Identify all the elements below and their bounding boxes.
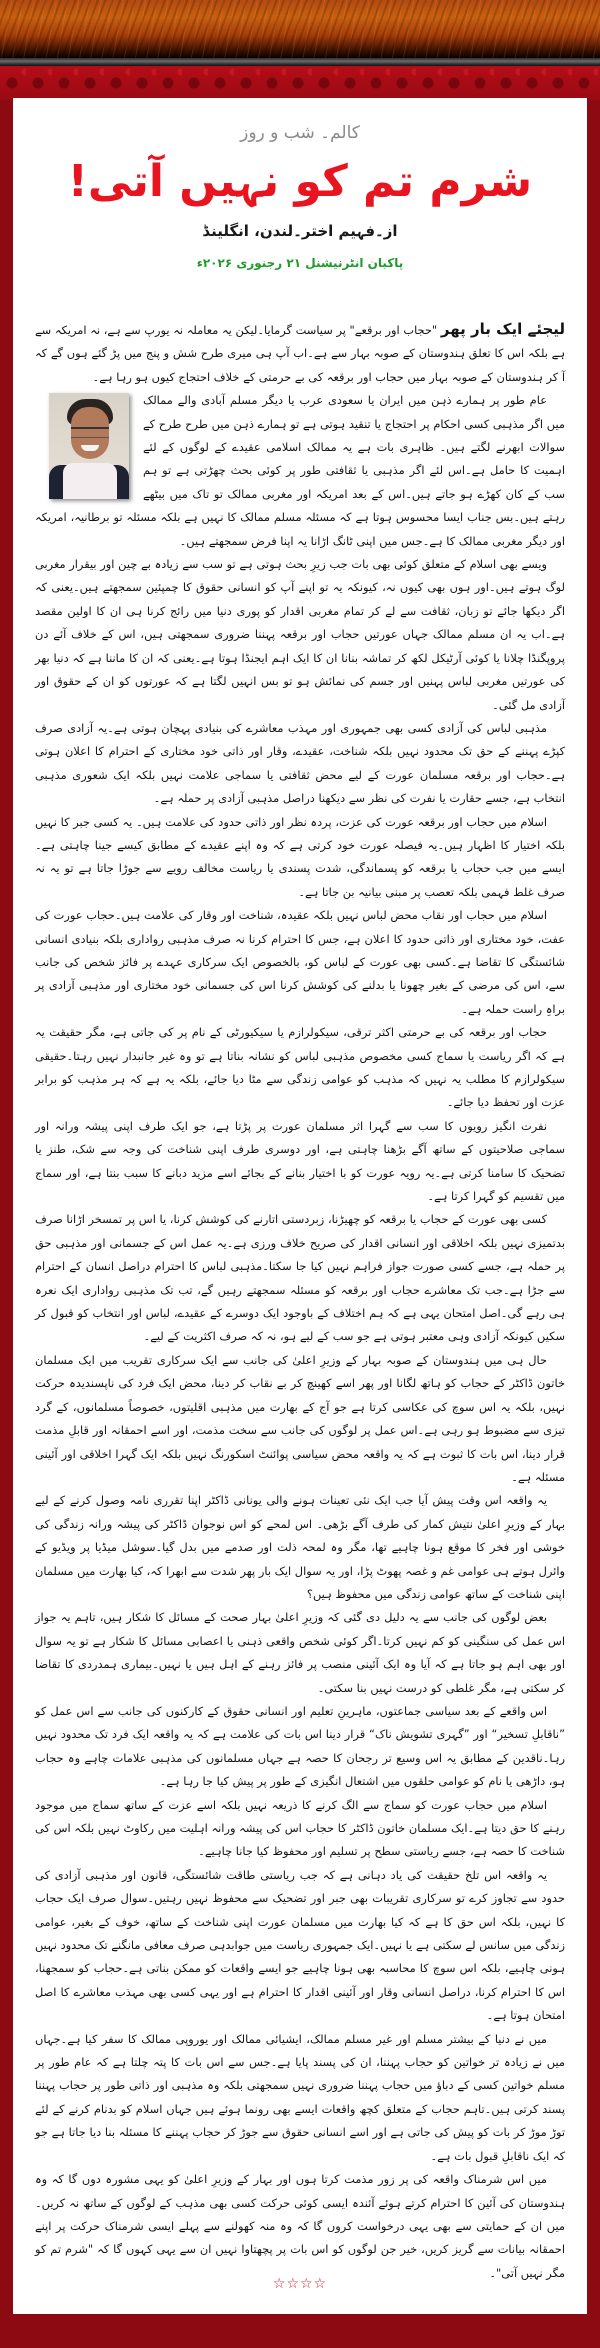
publication-dateline: پاکبان انٹرنیشنل ۲۱ رجنوری ۲۰۲۶ء [196,256,404,270]
damask-pattern-band [0,66,600,100]
wood-header-banner [0,0,600,58]
article-paragraph: ویسے بھی اسلام کے متعلق کوئی بھی بات جب زیرِ بحث ہوتی ہے تو سب سے زیادہ بے چین اور بیقرار مغربی لوگ ہوتے ہیں۔اور ہوں بھی کیوں نہ، کیونکہ یہ تو اپنے آپ کو انسانی حقوق کا چمپئین سمجھتے ہیں۔یعنی کہ اگر دیکھا جائے تو زبان، ثقافت سے لے کر تمام مغربی اقدار کو پوری دنیا میں رائج کرنا ہی ان کا اولین مقصد ہے۔اب یہ ان مسلم ممالک جہاں عورتیں حجاب اور برقعہ پہننا ضروری سمجھتی ہیں، اس کے خلاف آئے دن پروپگنڈا چلانا یا کوئی آرٹیکل لکھ کر تماشہ بنانا ان کا ایک اہم ایجنڈا ہوتا ہے۔یعنی کہ ان کا ماننا ہے کہ دنیا بھر کی عورتیں مغربی لباس پہنیں اور جسم کی نمائش ہو تو بس انہیں لگتا ہے کہ عورتوں کو ان کے حقوق اور آزادی مل گئی۔ [35,557,565,712]
article-body [35,318,565,2285]
photo-glasses [71,427,109,438]
column-kicker: کالم۔ شب و روز [240,123,360,143]
article-paragraph: اسلام میں حجاب اور نقاب محض لباس نہیں بلکہ عقیدہ، شناخت اور وقار کی علامت ہیں۔حجاب عورت کی عفت، خود مختاری اور ذاتی حدود کا اعلان ہے، جس کا احترام کرنا نہ صرف مذہبی رواداری بلکہ بنیادی انسانی شائستگی کا تقاضا ہے۔کسی بھی عورت کے لباس کو، بالخصوص ایک سرکاری عہدے پر فائز شخص کی جانب سے، اس کی مرضی کے بغیر چھونا یا بدلنے کی کوشش کرنا اس کی جسمانی خود مختاری اور مذہبی آزادی پر براہِ راست حملہ ہے۔ [35,908,565,1016]
page-title: شرم تم کو نہیں آتی! [67,156,533,207]
metal-divider-bar [0,58,600,66]
article-paragraph: لیجئے ایک بار پھر "حجاب اور برقعے" پر سیاست گرمایا۔لیکن یہ معاملہ نہ یورپ سے ہے، نہ امریکہ سے ہے بلکہ اس کا تعلق ہندوستان کے صوبہ بہار سے ہے۔اب آپ ہی میری طرح شش و پنج میں پڑ گئے ہوں گے کہ آ کر ہندوستان کے صوبہ بہار میں حجاب اور برقعہ کی بے حرمتی کے خلاف احتجاج کیوں ہو رہا ہے۔ [35,320,566,384]
article-page [13,98,587,2314]
article-paragraph: میں نے دنیا کے بیشتر مسلم اور غیر مسلم ممالک، ایشیائی ممالک اور یوروپی ممالک کا سفر کیا ہے۔جہاں میں نے زیادہ تر خواتین کو حجاب پہننا، ان کی پسند پایا ہے۔جس سے اس بات کا پتہ چلتا ہے کہ عام طور پر مسلم خواتین کسی کے دباؤ میں حجاب پہننا ضروری نہیں سمجھتی بلکہ وہ مذہبی اور ذاتی طور پر حجاب پہننا پسند کرتی ہیں۔تاہم حجاب کے متعلق کچھ واقعات ایسے بھی رونما ہوئے ہیں جہاں اسلام کو بدنام کرنے کے لئے توڑ موڑ کر بات کو پیش کی جاتی ہے اور اسے انسانی حقوق سے جوڑ کر حجاب پہننے کا مسئلہ بنا دیا جاتا ہے جو کہ ایک ناقابلِ قبول بات ہے۔ [35,2031,565,2163]
article-paragraph: مذہبی لباس کی آزادی کسی بھی جمہوری اور مہذب معاشرے کی بنیادی پہچان ہوتی ہے۔یہ آزادی صرف کپڑے پہننے کے حق تک محدود نہیں بلکہ شناخت، عقیدے، وقار اور ذاتی خود مختاری کے احترام کا اعلان ہوتی ہے۔حجاب اور برقعہ مسلمان عورت کے لیے محض ثقافتی یا سماجی علامت نہیں بلکہ ایک شعوری مذہبی انتخاب ہے، جسے حقارت یا نفرت کی نظر سے دیکھنا دراصل مذہبی آزادی پر حملہ ہے۔ [35,720,565,806]
author-photo [49,393,129,499]
article-paragraph: بعض لوگوں کی جانب سے یہ دلیل دی گئی کہ وزیرِ اعلیٰ بہار صحت کے مسائل کا شکار ہیں، تاہم یہ جواز اس عمل کی سنگینی کو کم نہیں کرتا۔اگر کوئی شخص واقعی ذہنی یا اعصابی مسائل کا شکار ہے تو یہ سوال اور بھی اہم ہو جاتا ہے کہ آیا وہ ایک آئینی منصب پر فائز رہنے کے اہل ہیں یا نہیں۔بیماری ہمدردی کا تقاضا کر سکتی ہے، مگر غلطی کو درست نہیں بنا سکتی۔ [35,1610,565,1695]
article-paragraph: یہ واقعہ اس وقت پیش آیا جب ایک نئی تعینات ہونے والی یونانی ڈاکٹر اپنا تقرری نامہ وصول کرنے کے لیے بہار کے وزیرِ اعلیٰ نتیش کمار کی طرف آگے بڑھی۔ اس لمحے کو اس نوجوان ڈاکٹر کی پیشہ ورانہ زندگی کی خوشی اور فخر کا موقع ہونا چاہیے تھا، مگر وہ لمحہ ذلت اور صدمے میں بدل گیا۔سوشل میڈیا پر ویڈیو کے وائرل ہوتے ہی عوامی غم و غصہ پھوٹ پڑا، اور یہ سوال ایک بار پھر شدت سے ابھرا کہ، کیا بھارت میں مسلمان اپنی شناخت کے ساتھ عوامی زندگی میں محفوظ ہیں؟ [35,1493,565,1601]
article-paragraph: عام طور پر ہمارے ذہن میں ایران یا سعودی عرب یا دیگر مسلم آبادی والے ممالک میں اگر مذہبی کسی احکام پر احتجاج یا تنقید ہوتی ہے تو ہمارے ذہن میں طرح طرح کے سوالات ابھرنے لگتے ہیں۔ ظاہری بات ہے یہ ممالک اسلامی عقیدے کے لوگوں کے لئے اہمیت کا حامل ہے۔اس لئے اگر مذہبی یا ثقافتی طور پر کوئی بحث چھڑتی ہے تو ہم سب کے کان کھڑے ہو جاتے ہیں۔اس کے بعد امریکہ اور مغربی ممالک تو تاک میں بیٹھے رہتے ہیں۔بس جناب ایسا محسوس ہوتا ہے کہ مسئلہ مسلم ممالک کا نہیں ہے بلکہ مسئلہ تو برطانیہ، امریکہ اور دیگر مغربی ممالک کا ہے۔جس میں اپنی ٹانگ اڑانا یہ اپنا فرض سمجھتے ہیں۔ [35,393,565,548]
photo-shirt [63,463,117,499]
article-paragraph: میں اس شرمناک واقعہ کی پر زور مذمت کرتا ہوں اور بہار کے وزیرِ اعلیٰ کو یہی مشورہ دوں گا کہ وہ ہندوستان کی آئین کا احترام کرتے ہوئے آئندہ ایسی کوئی حرکت کسی بھی مذہب کے لوگوں کے ساتھ نہ کریں۔میں ان کے حمایتی سے بھی یہی درخواست کروں گا کہ وہ منہ کھولنے سے پہلے ایسی شرمناک حرکت پر اپنے احمقانہ بیانات سے گریز کریں، خیر جن لوگوں کو اس بات پر پچھتاوا نہیں ان سے یہی کہوں گا کہ "شرم تم کو مگر نہیں آتی"۔ [35,2172,565,2280]
article-paragraph: اس واقعے کے بعد سیاسی جماعتوں، ماہرینِ تعلیم اور انسانی حقوق کے کارکنوں کی جانب سے اس عمل کو ”ناقابلِ تسخیر“ اور ”گہری تشویش ناک“ قرار دینا اس بات کی علامت ہے کہ یہ واقعہ ایک فرد تک محدود نہیں رہا۔ناقدین کے مطابق یہ اس وسیع تر رجحان کا حصہ ہے جہاں مسلمانوں کی مذہبی علامات چاہے وہ حجاب ہو، داڑھی یا نام کو عوامی حلقوں میں اشتعال انگیزی کے طور پر پیش کیا جا رہا ہے۔ [35,1703,565,1789]
lead-words: لیجئے ایک بار پھر [440,320,566,338]
article-paragraph: یہ واقعہ اس تلخ حقیقت کی یاد دہانی ہے کہ جب ریاستی طاقت شائستگی، قانون اور مذہبی آزادی کی حدود سے تجاوز کرے تو سرکاری تقریبات بھی جبر اور تضحیک سے محفوظ نہیں رہتیں۔سوال صرف ایک حجاب کا نہیں، بلکہ اس حق کا ہے کہ کیا بھارت میں مسلمان عورت اپنی شناخت کے ساتھ، خوف کے بغیر، عوامی زندگی میں سانس لے سکتی ہے یا نہیں۔ایک جمہوری ریاست میں جوابدہی صرف معافی مانگنے تک محدود نہیں ہونی چاہیے، بلکہ اس سوچ کا محاسبہ بھی ہونا چاہیے جو ایسے واقعات کو ممکن بناتی ہے۔حجاب کو سمجھنا، اس کا احترام کرنا، دراصل انسانی وقار اور آئینی اقدار کا احترام ہے اور یہی کسی بھی مہذب معاشرے کا اصل امتحان ہوتا ہے۔ [35,1867,565,2023]
article-paragraph: حجاب اور برقعہ کی بے حرمتی اکثر ترقی، سیکولرازم یا سیکیورٹی کے نام پر کی جاتی ہے، مگر حقیقت یہ ہے کہ اگر ریاست یا سماج کسی مخصوص مذہبی لباس کو نشانہ بناتا ہے تو وہ غیر جانبدار نہیں رہتا۔حقیقی سیکولرازم کا مطلب یہ نہیں کہ مذہب کو عوامی زندگی سے مٹا دیا جائے، بلکہ یہ ہے کہ ہر مذہب کو برابر عزت اور تحفظ دیا جائے۔ [35,1025,565,1110]
article-paragraph: اسلام میں حجاب اور برقعہ عورت کی عزت، پردہ نظر اور ذاتی حدود کی علامت ہیں۔ یہ کسی جبر کا نہیں بلکہ اختیار کا اظہار ہیں۔یہ فیصلہ عورت خود کرتی ہے کہ وہ اپنے عقیدے کے مطابق کیسے جینا چاہتی ہے۔ایسے میں جب حجاب یا برقعہ کو پسماندگی، شدت پسندی یا ریاست مخالف رویے سے جوڑا جاتا ہے تو یہ نہ صرف غلط فہمی بلکہ تعصب پر مبنی بیانیہ بن جاتا ہے۔ [35,814,565,899]
author-byline: از۔فہیم اختر۔لندن، انگلینڈ [202,222,398,240]
article-paragraph: حال ہی میں ہندوستان کے صوبہ بہار کے وزیرِ اعلیٰ کی جانب سے ایک سرکاری تقریب میں ایک مسلمان خاتون ڈاکٹر کے حجاب کو ہاتھ لگانا اور پھر اسے کھینچ کر بے نقاب کر دینا، محض ایک فرد کی ناپسندیدہ حرکت نہیں، بلکہ یہ اس سوچ کی عکاسی کرتا ہے جو آج کے بھارت میں مذہبی اقلیتوں، خصوصاً مسلمانوں، کے گرد تیزی سے مضبوط ہو رہی ہے۔اس عمل پر لوگوں کی جانب سے سخت مذمت، اور اسے احمقانہ اور قابلِ مذمت قرار دینا، اس بات کا ثبوت ہے کہ یہ واقعہ محض سیاسی پوائنٹ اسکورنگ نہیں بلکہ ایک گہرا اخلاقی اور آئینی مسئلہ ہے۔ [35,1352,565,1484]
article-paragraph: اسلام میں حجاب عورت کو سماج سے الگ کرنے کا ذریعہ نہیں بلکہ اسے عزت کے ساتھ سماج میں موجود رہنے کا حق دیتا ہے۔ایک مسلمان خاتون ڈاکٹر کا حجاب اس کی پیشہ ورانہ اہلیت میں رکاوٹ نہیں بلکہ اس کی شناخت کا حصہ ہے، جسے ریاستی سطح پر تسلیم اور محفوظ کیا جانا چاہیے۔ [35,1797,565,1859]
end-stars-icon: ☆☆☆☆ [272,2276,328,2292]
article-paragraph: کسی بھی عورت کے حجاب یا برقعہ کو چھیڑنا، زبردستی اتارنے کی کوشش کرنا، یا اس پر تمسخر اڑانا صرف بدتمیزی نہیں بلکہ اخلاقی اور انسانی اقدار کی صریح خلاف ورزی ہے۔یہ عمل اس کے جسمانی اور مذہبی حق پر حملہ ہے، جسے کسی صورت جواز فراہم نہیں کیا جا سکتا۔مذہبی لباس کا احترام دراصل انسان کے احترام سے جڑا ہے۔جب تک معاشرے حجاب اور برقعہ کو مسئلہ سمجھتے رہیں گے، تب تک مذہبی رواداری ایک نعرہ ہی رہے گی۔اصل امتحان یہی ہے کہ ہم اختلاف کے باوجود ایک دوسرے کے عقیدے، لباس اور انتخاب کو قبول کر سکیں کیونکہ آزادی وہی معتبر ہوتی ہے جو سب کے لیے ہو، نہ کہ صرف اکثریت کے لیے۔ [35,1212,565,1344]
article-paragraph: نفرت انگیز رویوں کا سب سے گہرا اثر مسلمان عورت پر پڑتا ہے، جو ایک طرف اپنی پیشہ ورانہ اور سماجی صلاحیتوں کے ساتھ آگے بڑھنا چاہتی ہے، اور دوسری طرف اپنی شناخت کی وجہ سے شک، طنز یا تضحیک کا سامنا کرتی ہے۔یہ رویہ عورت کو با اختیار بنانے کے بجائے اسے مزید دبانے کا سبب بنتا ہے، اور سماج میں تقسیم کو گہرا کرتا ہے۔ [35,1118,565,1204]
